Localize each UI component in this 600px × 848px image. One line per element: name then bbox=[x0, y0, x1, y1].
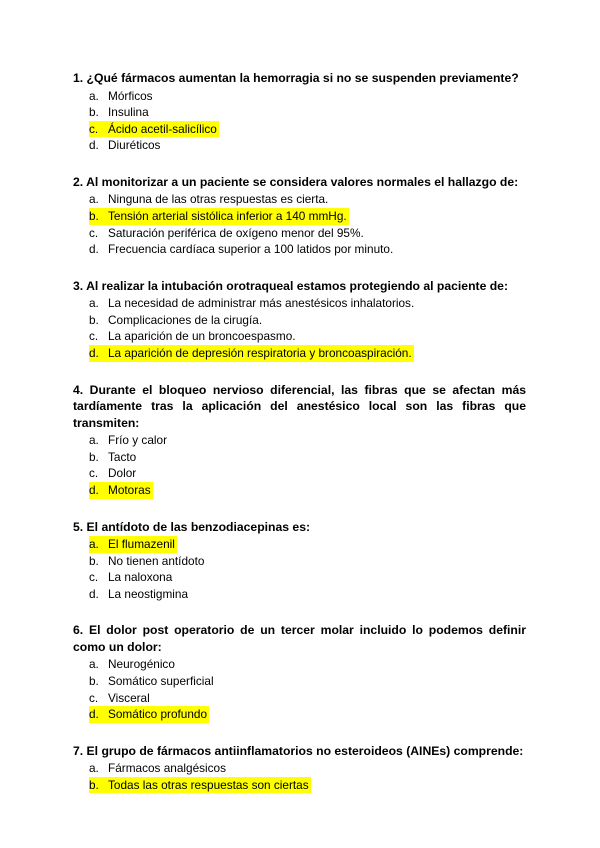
option-text: Neurogénico bbox=[108, 657, 175, 672]
option-text: Ninguna de las otras respuestas es cierta. bbox=[108, 192, 329, 207]
option-text: Somático profundo bbox=[108, 707, 208, 722]
option-list bbox=[73, 656, 526, 722]
option-letter: d. bbox=[89, 706, 108, 723]
option-text: Motoras bbox=[108, 482, 151, 497]
option-list bbox=[73, 432, 526, 498]
option bbox=[89, 586, 526, 603]
option bbox=[89, 432, 526, 449]
option-text: Tensión arterial sistólica inferior a 140 mmHg. bbox=[108, 208, 347, 223]
option-list bbox=[73, 295, 526, 361]
option-letter: b. bbox=[89, 312, 99, 327]
option-letter: b. bbox=[89, 777, 108, 794]
option-letter: a. bbox=[89, 192, 99, 207]
option-text: Tacto bbox=[108, 449, 137, 464]
option-list bbox=[73, 88, 526, 154]
option-text: La necesidad de administrar más anestésicos inhalatorios. bbox=[108, 296, 415, 311]
question-text: 4. Durante el bloqueo nervioso diferencial, las fibras que se afectan más tardíamente tras la aplicación del anestésico local son las fibras que transmiten: bbox=[73, 382, 526, 430]
option bbox=[89, 656, 526, 673]
option-text: Frecuencia cardíaca superior a 100 latidos por minuto. bbox=[108, 242, 394, 257]
question-3 bbox=[73, 278, 526, 362]
option-letter: c. bbox=[89, 121, 108, 138]
option bbox=[89, 690, 526, 707]
option-letter: b. bbox=[89, 673, 99, 688]
option-letter: d. bbox=[89, 586, 99, 601]
option-letter: a. bbox=[89, 88, 99, 103]
option bbox=[89, 191, 526, 208]
option bbox=[89, 225, 526, 242]
option-correct bbox=[89, 777, 526, 794]
option-text: Dolor bbox=[108, 466, 137, 481]
option bbox=[89, 760, 526, 777]
question-text: 6. El dolor post operatorio de un tercer molar incluido lo podemos definir como un dolor: bbox=[73, 623, 526, 654]
option-text: Fármacos analgésicos bbox=[108, 761, 227, 776]
option-list bbox=[73, 760, 526, 793]
question-5 bbox=[73, 519, 526, 603]
option-list bbox=[73, 191, 526, 257]
option-text: La neostigmina bbox=[108, 586, 189, 601]
option-letter: b. bbox=[89, 449, 99, 464]
option-text: Somático superficial bbox=[108, 673, 214, 688]
option-text: La aparición de depresión respiratoria y broncoaspiración. bbox=[108, 346, 412, 361]
option-text: Visceral bbox=[108, 690, 150, 705]
question-4 bbox=[73, 382, 526, 499]
option bbox=[89, 137, 526, 154]
option-letter: c. bbox=[89, 570, 99, 585]
option-letter: d. bbox=[89, 482, 108, 499]
option-letter: d. bbox=[89, 345, 108, 362]
exam-page bbox=[73, 70, 526, 813]
option-correct bbox=[89, 536, 526, 553]
question-text: 1. ¿Qué fármacos aumentan la hemorragia si no se suspenden previamente? bbox=[73, 71, 519, 85]
option bbox=[89, 569, 526, 586]
option-letter: d. bbox=[89, 242, 99, 257]
option bbox=[89, 88, 526, 105]
question-text: 3. Al realizar la intubación orotraqueal estamos protegiendo al paciente de: bbox=[73, 278, 509, 293]
option bbox=[89, 104, 526, 121]
option-letter: a. bbox=[89, 761, 99, 776]
option-letter: a. bbox=[89, 536, 108, 553]
option-correct bbox=[89, 121, 526, 138]
option-text: Diuréticos bbox=[108, 138, 161, 153]
option-text: Saturación periférica de oxígeno menor del 95%. bbox=[108, 225, 364, 240]
option-text: Mórficos bbox=[108, 88, 153, 103]
question-2 bbox=[73, 174, 526, 258]
question-text: 7. El grupo de fármacos antiinflamatorios no esteroideos (AINEs) comprende: bbox=[73, 743, 524, 758]
option-list bbox=[73, 536, 526, 602]
option-letter: a. bbox=[89, 296, 99, 311]
option-text: Complicaciones de la cirugía. bbox=[108, 312, 263, 327]
option-text: Insulina bbox=[108, 105, 149, 120]
question-text: 2. Al monitorizar a un paciente se considera valores normales el hallazgo de: bbox=[73, 174, 519, 189]
option-correct bbox=[89, 345, 526, 362]
option-letter: a. bbox=[89, 433, 99, 448]
option bbox=[89, 465, 526, 482]
option-text: El flumazenil bbox=[108, 537, 175, 551]
option-letter: c. bbox=[89, 329, 99, 344]
option bbox=[89, 553, 526, 570]
option bbox=[89, 241, 526, 258]
option bbox=[89, 449, 526, 466]
option-letter: c. bbox=[89, 466, 99, 481]
option bbox=[89, 312, 526, 329]
option-letter: a. bbox=[89, 657, 99, 672]
question-1 bbox=[73, 70, 526, 154]
option-letter: b. bbox=[89, 208, 108, 225]
option-letter: b. bbox=[89, 105, 99, 120]
option-correct bbox=[89, 208, 526, 225]
option-letter: c. bbox=[89, 690, 99, 705]
option-letter: b. bbox=[89, 553, 99, 568]
option-letter: d. bbox=[89, 138, 99, 153]
option-text: La naloxona bbox=[108, 570, 173, 585]
option-letter: c. bbox=[89, 225, 99, 240]
option-correct bbox=[89, 706, 526, 723]
option-text: No tienen antídoto bbox=[108, 553, 205, 568]
question-7 bbox=[73, 743, 526, 794]
question-6 bbox=[73, 622, 526, 722]
option-text: Ácido acetil-salicílico bbox=[108, 121, 217, 136]
option-text: La aparición de un broncoespasmo. bbox=[108, 329, 296, 344]
option bbox=[89, 328, 526, 345]
option-text: Todas las otras respuestas son ciertas bbox=[108, 777, 309, 792]
option-text: Frío y calor bbox=[108, 433, 167, 448]
option bbox=[89, 295, 526, 312]
question-text: 5. El antídoto de las benzodiacepinas es: bbox=[73, 519, 311, 534]
option bbox=[89, 673, 526, 690]
option-correct bbox=[89, 482, 526, 499]
